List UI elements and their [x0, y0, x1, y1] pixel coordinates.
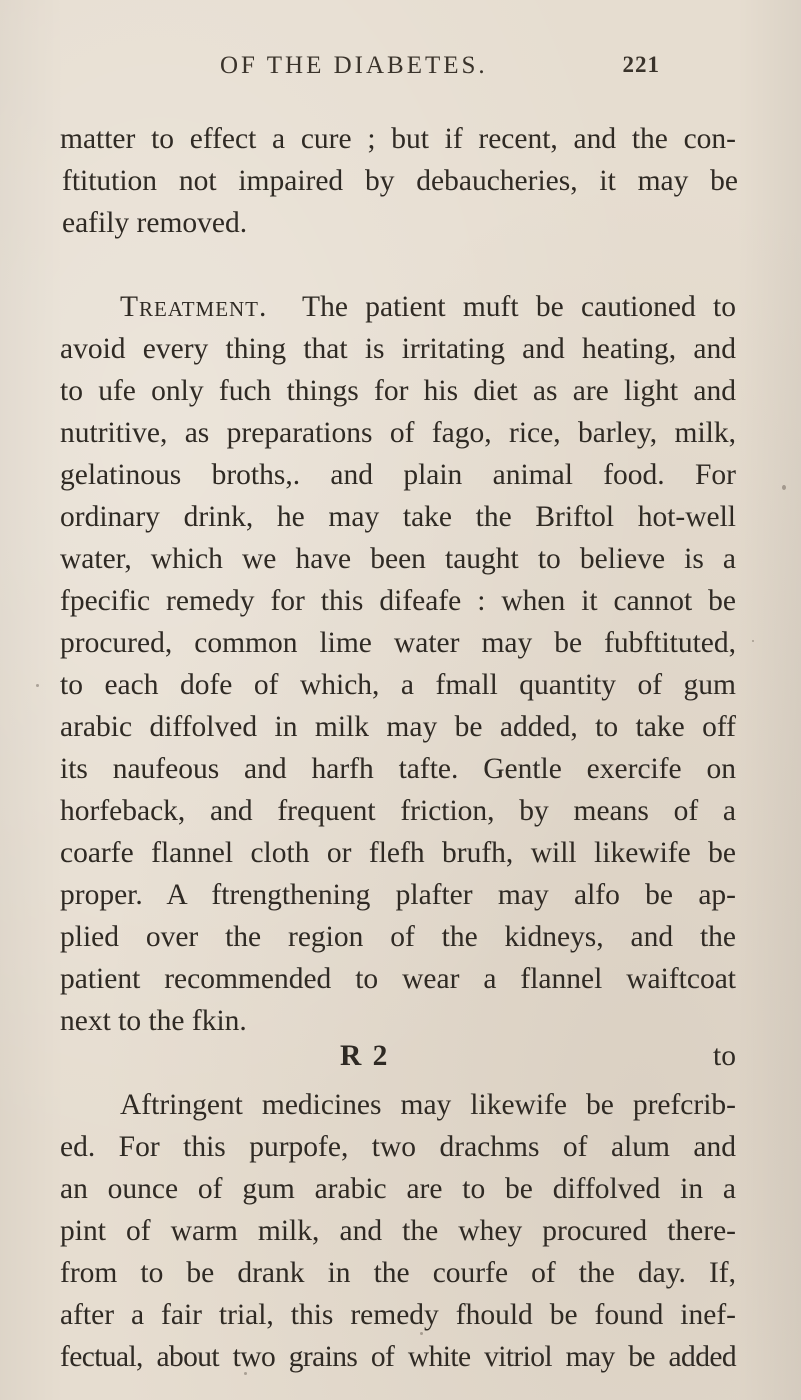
text-fragment: The patient muft be cautioned to	[302, 291, 736, 323]
paper-speck	[244, 1372, 247, 1375]
text-line: eafily removed.	[62, 207, 248, 239]
text-line: gelatinous broths,. and plain animal food. For	[60, 459, 736, 491]
text-line: an ounce of gum arabic are to be diffolved in a	[60, 1173, 736, 1205]
body-text	[60, 118, 736, 1378]
signature-mark: R 2	[340, 1040, 390, 1072]
text-line: to each dofe of which, a fmall quantity of gum	[60, 669, 736, 701]
page-footer	[340, 1040, 736, 1082]
text-line: proper. A ftrengthening plafter may alfo be ap-	[60, 879, 736, 911]
running-head-title: OF THE DIABETES.	[220, 52, 488, 79]
paper-speck	[782, 485, 786, 490]
text-line: matter to effect a cure ; but if recent, and the con-	[60, 123, 736, 155]
paragraph-gap	[60, 244, 736, 286]
text-line: procured, common lime water may be fubftituted,	[60, 627, 736, 659]
text-line: Aftringent medicines may likewife be prefcrib-	[120, 1089, 736, 1121]
text-line: avoid every thing that is irritating and heating, and	[60, 333, 736, 365]
text-line: ed. For this purpofe, two drachms of alum and	[60, 1131, 736, 1163]
text-line: coarfe flannel cloth or flefh brufh, will likewife be	[60, 837, 736, 869]
text-line: plied over the region of the kidneys, and the	[60, 921, 736, 953]
text-line: pint of warm milk, and the whey procured there-	[60, 1215, 736, 1247]
text-line: from to be drank in the courfe of the day. If,	[60, 1257, 736, 1289]
text-line: arabic diffolved in milk may be added, to take off	[60, 711, 736, 743]
page-number: 221	[622, 52, 660, 77]
text-line: to ufe only fuch things for his diet as are light and	[60, 375, 736, 407]
section-heading: Treatment.	[120, 291, 268, 323]
text-line: water, which we have been taught to believe is a	[60, 543, 736, 575]
text-line: its naufeous and harfh tafte. Gentle exercife on	[60, 753, 736, 785]
running-head	[200, 52, 660, 92]
catchword: to	[713, 1040, 736, 1072]
text-line: next to the fkin.	[60, 1005, 247, 1037]
text-line: fectual, about two grains of white vitriol may be added	[60, 1341, 736, 1373]
text-line: ordinary drink, he may take the Briftol hot-well	[60, 501, 736, 533]
text-line: after a fair trial, this remedy fhould be found inef-	[60, 1299, 736, 1331]
text-line: horfeback, and frequent friction, by means of a	[60, 795, 736, 827]
text-line: nutritive, as preparations of fago, rice, barley, milk,	[60, 417, 736, 449]
text-line: patient recommended to wear a flannel waiftcoat	[60, 963, 736, 995]
paper-speck	[752, 640, 754, 642]
text-line: ftitution not impaired by debaucheries, it may be	[62, 165, 738, 197]
paper-speck	[36, 684, 39, 687]
text-line: fpecific remedy for this difeafe : when it cannot be	[60, 585, 736, 617]
paper-speck	[420, 1332, 423, 1335]
text-line-treatment	[60, 286, 736, 328]
